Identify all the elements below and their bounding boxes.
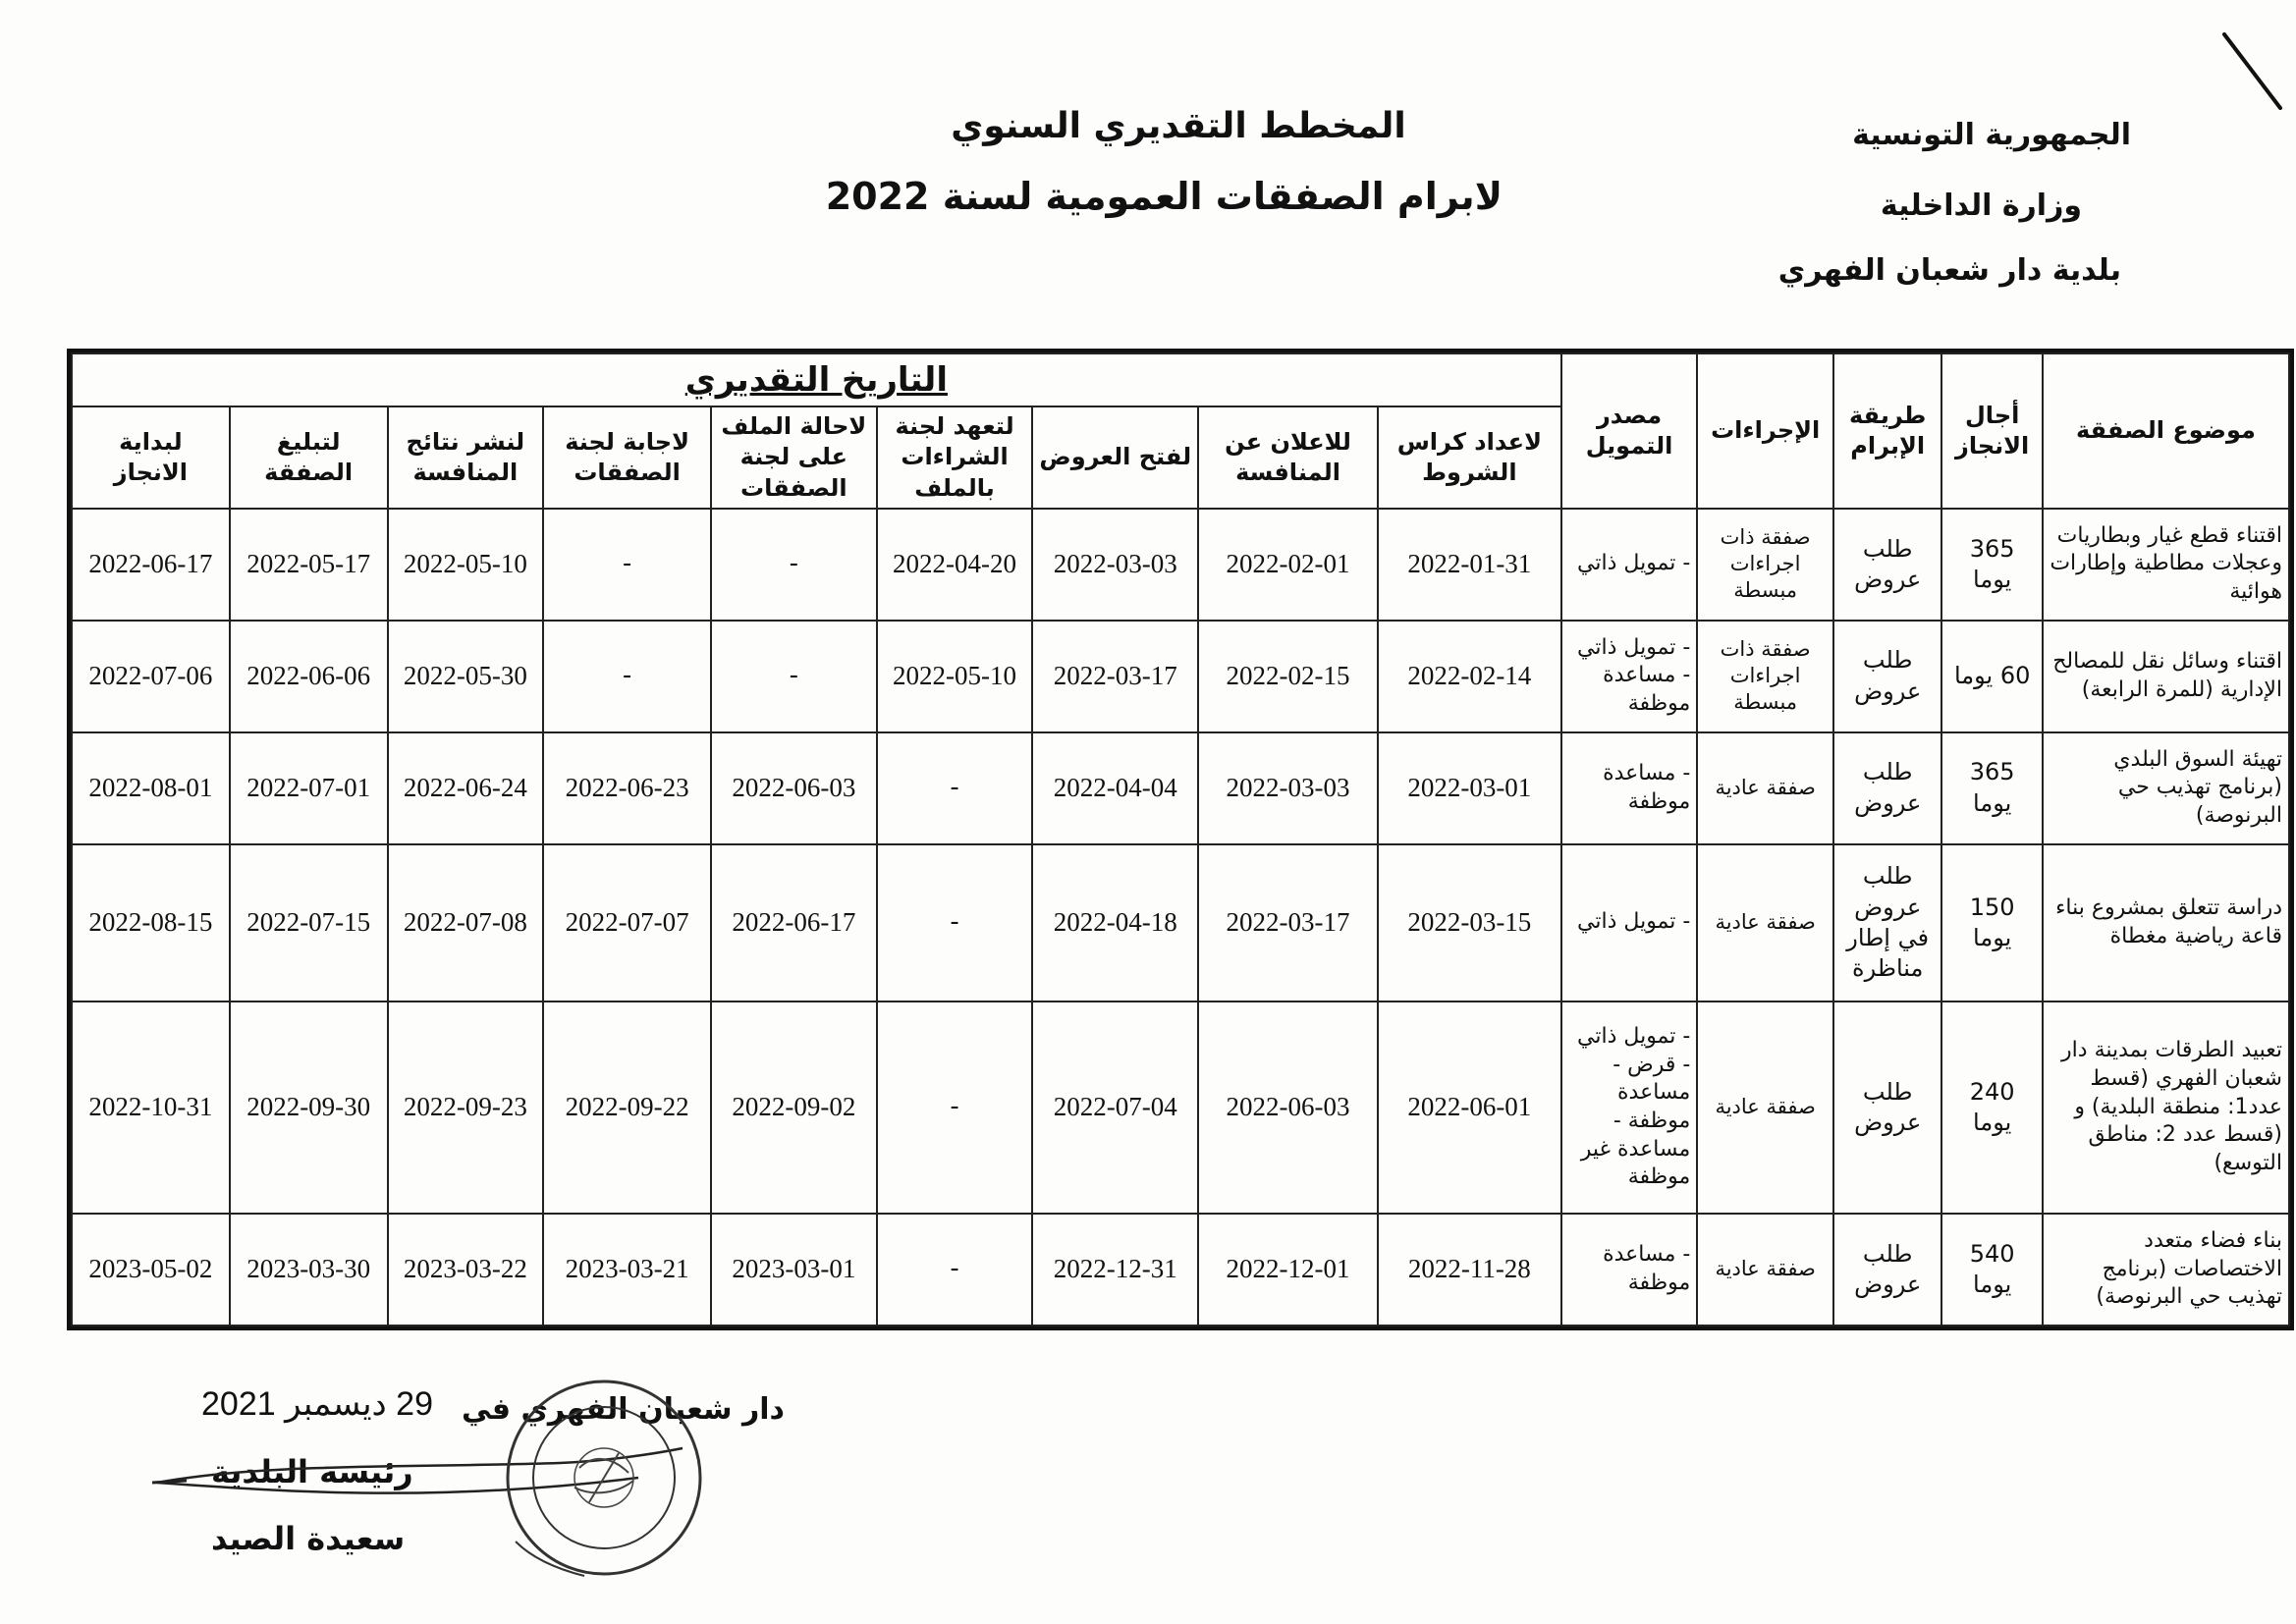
header-date-col: لاجابة لجنة الصفقات xyxy=(543,406,711,509)
cell-procedures: صفقة ذات اجراءات مبسطة xyxy=(1697,509,1833,621)
cell-method: طلب عروض xyxy=(1833,1214,1941,1326)
cell-date: 2022-09-02 xyxy=(711,1001,877,1214)
header-date-col: لاعداد كراس الشروط xyxy=(1378,406,1561,509)
cell-date: 2022-05-10 xyxy=(877,621,1033,732)
cell-date: 2022-06-24 xyxy=(388,732,544,844)
cell-procedures: صفقة ذات اجراءات مبسطة xyxy=(1697,621,1833,732)
table-row xyxy=(72,1001,2289,1214)
cell-subject: بناء فضاء متعدد الاختصاصات (برنامج تهذيب حي البرنوصة) xyxy=(2043,1214,2289,1326)
cell-date: 2022-01-31 xyxy=(1378,509,1561,621)
cell-method: طلب عروض xyxy=(1833,1001,1941,1214)
cell-date: 2022-07-01 xyxy=(230,732,388,844)
signatory-name: سعيدة الصيد xyxy=(211,1520,406,1557)
cell-funding: - تمويل ذاتي - قرض - مساعدة موظفة - مساعدة غير موظفة xyxy=(1561,1001,1698,1214)
cell-date: 2022-03-01 xyxy=(1378,732,1561,844)
table-row xyxy=(72,509,2289,621)
ministry-label: وزارة الداخلية xyxy=(1880,189,2082,223)
cell-date: 2022-07-04 xyxy=(1032,1001,1198,1214)
cell-duration: 540 يوما xyxy=(1941,1214,2042,1326)
cell-date: 2022-06-03 xyxy=(711,732,877,844)
cell-date: 2022-02-14 xyxy=(1378,621,1561,732)
cell-date: 2022-06-06 xyxy=(230,621,388,732)
cell-date: 2022-12-01 xyxy=(1198,1214,1378,1326)
cell-method: طلب عروض xyxy=(1833,732,1941,844)
header-subject: موضوع الصفقة xyxy=(2043,353,2289,509)
table-row xyxy=(72,1214,2289,1326)
pen-stroke-mark xyxy=(2219,29,2288,118)
cell-date: 2022-10-31 xyxy=(72,1001,230,1214)
table-row xyxy=(72,732,2289,844)
procurement-plan-table xyxy=(71,352,2290,1326)
cell-date: 2022-08-01 xyxy=(72,732,230,844)
municipality-label: بلدية دار شعبان الفهري xyxy=(1777,253,2121,288)
cell-date: 2022-09-30 xyxy=(230,1001,388,1214)
cell-date: 2022-05-17 xyxy=(230,509,388,621)
cell-date: 2022-05-30 xyxy=(388,621,544,732)
header-method: طريقة الإبرام xyxy=(1833,353,1941,509)
cell-date: 2022-08-15 xyxy=(72,844,230,1001)
cell-subject: دراسة تتعلق بمشروع بناء قاعة رياضية مغطاة xyxy=(2043,844,2289,1001)
cell-procedures: صفقة عادية xyxy=(1697,844,1833,1001)
cell-date: 2022-02-01 xyxy=(1198,509,1378,621)
signature-date: 29 ديسمبر 2021 xyxy=(201,1385,433,1423)
cell-subject: اقتناء قطع غيار وبطاريات وعجلات مطاطية وإطارات هوائية xyxy=(2043,509,2289,621)
cell-date: - xyxy=(877,844,1033,1001)
header-date-col: للاعلان عن المنافسة xyxy=(1198,406,1378,509)
republic-label: الجمهورية التونسية xyxy=(1852,118,2131,152)
cell-duration: 365 يوما xyxy=(1941,732,2042,844)
cell-date: 2022-06-03 xyxy=(1198,1001,1378,1214)
cell-duration: 240 يوما xyxy=(1941,1001,2042,1214)
cell-date: 2022-09-23 xyxy=(388,1001,544,1214)
cell-date: 2022-03-17 xyxy=(1032,621,1198,732)
cell-date: - xyxy=(877,1001,1033,1214)
cell-date: - xyxy=(877,1214,1033,1326)
procurement-table xyxy=(67,349,2294,1330)
cell-date: 2022-04-18 xyxy=(1032,844,1198,1001)
cell-funding: - تمويل ذاتي - مساعدة موظفة xyxy=(1561,621,1698,732)
cell-duration: 60 يوما xyxy=(1941,621,2042,732)
cell-date: 2022-06-17 xyxy=(72,509,230,621)
page-subtitle: لابرام الصفقات العمومية لسنة 2022 xyxy=(825,175,1503,218)
cell-procedures: صفقة عادية xyxy=(1697,1214,1833,1326)
cell-funding: - تمويل ذاتي xyxy=(1561,509,1698,621)
cell-date: 2022-03-15 xyxy=(1378,844,1561,1001)
cell-subject: تهيئة السوق البلدي (برنامج تهذيب حي البرنوصة) xyxy=(2043,732,2289,844)
table-body xyxy=(72,509,2289,1326)
header-date-col: لاحالة الملف على لجنة الصفقات xyxy=(711,406,877,509)
cell-date: 2022-05-10 xyxy=(388,509,544,621)
cell-duration: 365 يوما xyxy=(1941,509,2042,621)
cell-date: 2022-03-03 xyxy=(1198,732,1378,844)
cell-subject: تعبيد الطرقات بمدينة دار شعبان الفهري (قسط عدد1: منطقة البلدية) و (قسط عدد 2: مناطق التوسع) xyxy=(2043,1001,2289,1214)
cell-date: 2022-07-06 xyxy=(72,621,230,732)
cell-duration: 150 يوما xyxy=(1941,844,2042,1001)
header-date-col: لبداية الانجاز xyxy=(72,406,230,509)
cell-date: 2022-06-23 xyxy=(543,732,711,844)
signature-place: دار شعبان الفهري في xyxy=(462,1392,785,1427)
cell-method: طلب عروض xyxy=(1833,621,1941,732)
cell-date: 2022-04-20 xyxy=(877,509,1033,621)
header-funding: مصدر التمويل xyxy=(1561,353,1698,509)
header-date-col: لنشر نتائج المنافسة xyxy=(388,406,544,509)
cell-date: 2022-06-01 xyxy=(1378,1001,1561,1214)
cell-date: 2022-02-15 xyxy=(1198,621,1378,732)
table-row xyxy=(72,621,2289,732)
cell-date: - xyxy=(543,509,711,621)
cell-date: 2022-11-28 xyxy=(1378,1214,1561,1326)
table-row xyxy=(72,844,2289,1001)
header-estimated-dates: التاريخ التقديري xyxy=(72,353,1561,406)
header-date-col: لتبليغ الصفقة xyxy=(230,406,388,509)
header-duration: أجال الانجاز xyxy=(1941,353,2042,509)
page-title: المخطط التقديري السنوي xyxy=(951,106,1406,146)
cell-date: - xyxy=(877,732,1033,844)
official-seal-stamp xyxy=(496,1375,712,1581)
cell-date: 2022-09-22 xyxy=(543,1001,711,1214)
cell-date: 2022-07-08 xyxy=(388,844,544,1001)
cell-procedures: صفقة عادية xyxy=(1697,732,1833,844)
cell-funding: - مساعدة موظفة xyxy=(1561,732,1698,844)
cell-date: 2022-03-03 xyxy=(1032,509,1198,621)
signatory-role: رئيسة البلدية xyxy=(211,1453,413,1490)
cell-date: 2022-03-17 xyxy=(1198,844,1378,1001)
cell-date: 2023-03-22 xyxy=(388,1214,544,1326)
cell-procedures: صفقة عادية xyxy=(1697,1001,1833,1214)
header-procedures: الإجراءات xyxy=(1697,353,1833,509)
cell-date: 2023-03-21 xyxy=(543,1214,711,1326)
cell-funding: - مساعدة موظفة xyxy=(1561,1214,1698,1326)
header-date-col: لتعهد لجنة الشراءات بالملف xyxy=(877,406,1033,509)
cell-date: 2022-06-17 xyxy=(711,844,877,1001)
cell-method: طلب عروض xyxy=(1833,509,1941,621)
cell-method: طلب عروض في إطار مناظرة xyxy=(1833,844,1941,1001)
cell-date: - xyxy=(711,509,877,621)
cell-date: 2022-12-31 xyxy=(1032,1214,1198,1326)
cell-date: 2022-04-04 xyxy=(1032,732,1198,844)
cell-date: 2023-03-30 xyxy=(230,1214,388,1326)
cell-funding: - تمويل ذاتي xyxy=(1561,844,1698,1001)
cell-subject: اقتناء وسائل نقل للمصالح الإدارية (للمرة الرابعة) xyxy=(2043,621,2289,732)
cell-date: 2023-05-02 xyxy=(72,1214,230,1326)
cell-date: - xyxy=(543,621,711,732)
cell-date: 2022-07-15 xyxy=(230,844,388,1001)
header-date-col: لفتح العروض xyxy=(1032,406,1198,509)
cell-date: - xyxy=(711,621,877,732)
cell-date: 2023-03-01 xyxy=(711,1214,877,1326)
cell-date: 2022-07-07 xyxy=(543,844,711,1001)
